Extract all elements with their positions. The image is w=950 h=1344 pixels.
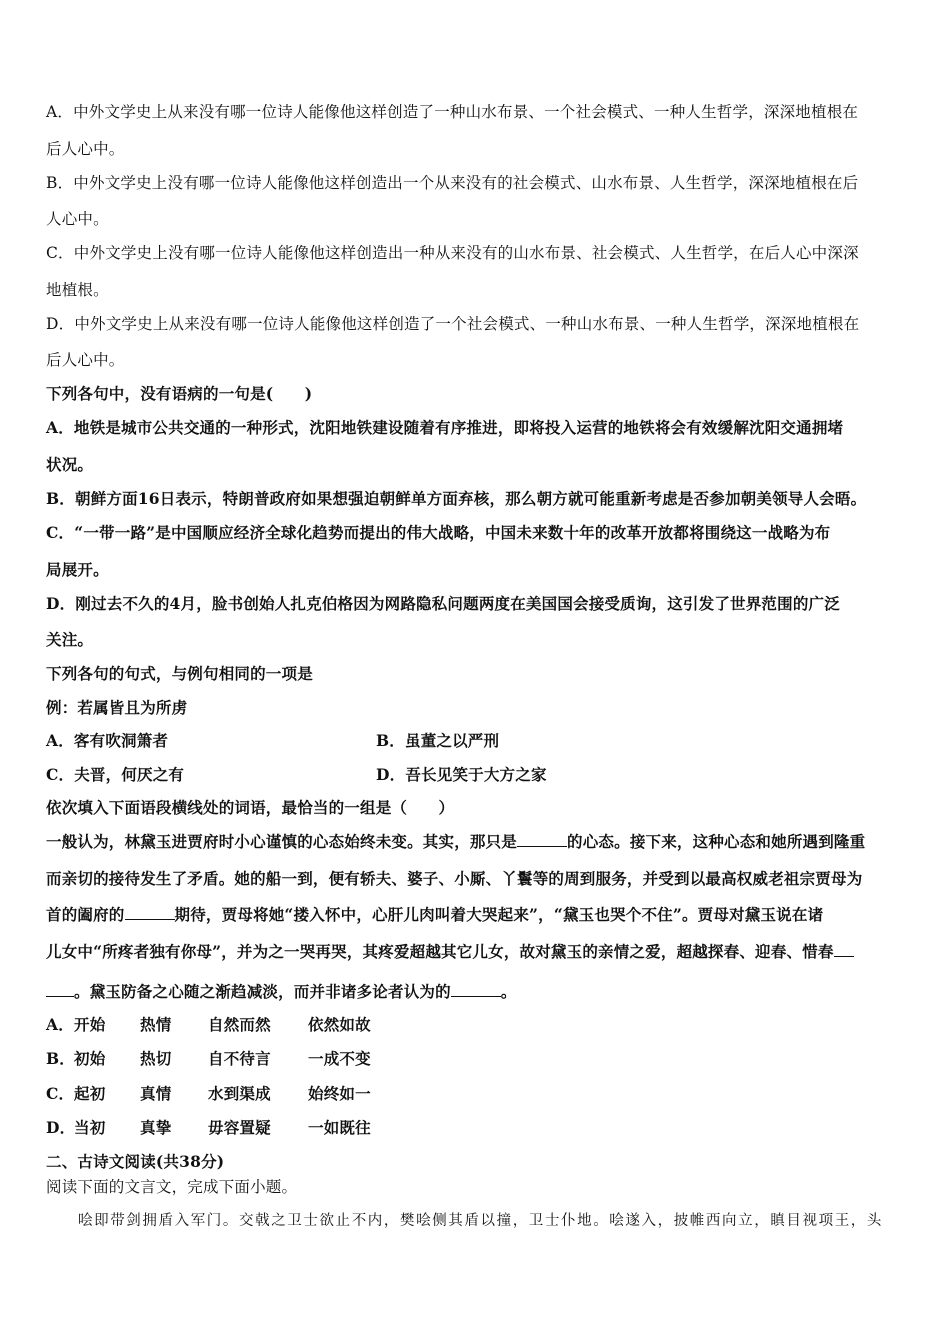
q3-option-a: A．客有吹洞箫者 <box>46 731 169 750</box>
q3-option-b: B．虽董之以严刑 <box>376 731 500 750</box>
option-word: 开始 <box>74 1015 106 1034</box>
section-instruction: 阅读下面的文言文，完成下面小题。 <box>46 1178 298 1196</box>
q2-option-d-line1: D．刚过去不久的4月，脸书创始人扎克伯格因为网路隐私问题两度在美国国会接受质询，这引发了世界范围的广泛 <box>46 594 840 613</box>
q4-passage-line1 <box>46 832 908 852</box>
option-label: D． <box>46 1118 76 1137</box>
q2-option-c-line2: 局展开。 <box>46 560 109 579</box>
q3-options-row1 <box>46 731 908 751</box>
fill-blank-2 <box>125 905 175 920</box>
q4-option-a <box>46 1015 908 1035</box>
q1-option-c-line1: C．中外文学史上没有哪一位诗人能像他这样创造出一种从来没有的山水布景、社会模式、人生哲学，在后人心中深深 <box>46 244 859 262</box>
q2-stem: 下列各句中，没有语病的一句是( ) <box>46 384 313 403</box>
q2-option-d-line2: 关注。 <box>46 630 94 649</box>
q1-option-b-line2: 人心中。 <box>46 210 109 228</box>
q2-option-a-line1: A．地铁是城市公共交通的一种形式，沈阳地铁建设随着有序推进，即将投入运营的地铁将会有效缓解沈阳交通拥堵 <box>46 418 844 437</box>
q1-option-b-line1: B．中外文学史上没有哪一位诗人能像他这样创造出一个从来没有的社会模式、山水布景、人生哲学，深深地植根在后 <box>46 174 859 192</box>
q4-passage-line3 <box>46 905 908 925</box>
option-word: 当初 <box>74 1118 106 1137</box>
option-word: 热切 <box>140 1049 172 1068</box>
q3-option-c: C．夫晋，何厌之有 <box>46 765 185 784</box>
q1-option-a-line2: 后人心中。 <box>46 140 125 158</box>
option-word: 依然如故 <box>308 1015 371 1034</box>
option-word: 始终如一 <box>308 1084 371 1103</box>
q4-text: 。 <box>500 982 517 1001</box>
q4-text: 。黛玉防备之心随之渐趋减淡，而并非诸多论者认为的 <box>74 982 451 1001</box>
option-word: 真情 <box>140 1084 172 1103</box>
q4-passage-line4 <box>46 942 908 962</box>
fill-blank-3b <box>46 982 74 997</box>
option-word: 起初 <box>74 1084 106 1103</box>
option-word: 真挚 <box>140 1118 172 1137</box>
q4-stem: 依次填入下面语段横线处的词语，最恰当的一组是（ ） <box>46 798 455 817</box>
option-word: 初始 <box>74 1049 106 1068</box>
fill-blank-3a <box>834 942 854 957</box>
option-label: A． <box>46 1015 74 1034</box>
q4-option-b <box>46 1049 908 1069</box>
option-word: 一如既往 <box>308 1118 371 1137</box>
q2-option-b-line1: B．朝鲜方面16日表示，特朗普政府如果想强迫朝鲜单方面弃核，那么朝方就可能重新考虑是否参加朝美领导人会晤。 <box>46 489 867 508</box>
option-word: 水到渠成 <box>208 1084 271 1103</box>
section-heading: 二、古诗文阅读(共38分) <box>46 1152 225 1171</box>
q2-option-a-line2: 状况。 <box>46 455 94 474</box>
q4-passage-line5 <box>46 982 908 1002</box>
q4-text: 首的阖府的 <box>46 905 125 924</box>
q2-option-c-line1: C．“一带一路”是中国顺应经济全球化趋势而提出的伟大战略，中国未来数十年的改革开放都将围绕这一战略为布 <box>46 523 831 542</box>
q1-option-d-line1: D．中外文学史上从来没有哪一位诗人能像他这样创造了一个社会模式、一种山水布景、一种人生哲学，深深地植根在 <box>46 315 860 333</box>
option-word: 热情 <box>140 1015 172 1034</box>
q4-text: 的心态。接下来，这种心态和她所遇到隆重 <box>567 832 866 851</box>
q1-option-a-line1: A．中外文学史上从来没有哪一位诗人能像他这样创造了一种山水布景、一个社会模式、一种人生哲学，深深地植根在 <box>46 103 859 121</box>
q4-text: 一般认为，林黛玉进贾府时小心谨慎的心态始终未变。其实，那只是 <box>46 832 518 851</box>
q1-option-d-line2: 后人心中。 <box>46 351 125 369</box>
option-word: 自不待言 <box>208 1049 271 1068</box>
q1-option-c-line2: 地植根。 <box>46 281 109 299</box>
q4-text: 期待，贾母将她“搂入怀中，心肝儿肉叫着大哭起来”，“黛玉也哭个不住”。贾母对黛玉说在诸 <box>174 905 824 924</box>
q3-option-d: D．吾长见笑于大方之家 <box>376 765 547 784</box>
q4-passage-line2: 而亲切的接待发生了矛盾。她的船一到，便有轿夫、婆子、小厮、丫鬟等的周到服务，并受到以最高权威老祖宗贾母为 <box>46 869 863 888</box>
option-word: 自然而然 <box>208 1015 271 1034</box>
fill-blank-1 <box>517 832 567 847</box>
q3-stem: 下列各句的句式，与例句相同的一项是 <box>46 664 313 683</box>
q3-options-row2 <box>46 765 908 785</box>
q3-example: 例：若属皆且为所虏 <box>46 698 188 717</box>
fill-blank-4 <box>451 982 501 997</box>
option-label: B． <box>46 1049 76 1068</box>
q4-option-d <box>46 1118 908 1138</box>
option-word: 毋容置疑 <box>208 1118 271 1137</box>
classical-passage-line1: 哙即带剑拥盾入军门。交戟之卫士欲止不内，樊哙侧其盾以撞，卫士仆地。哙遂入，披帷西向立，瞋目视项王，头 <box>78 1213 883 1229</box>
q4-option-c <box>46 1084 908 1104</box>
q4-text: 儿女中“所疼者独有你母”，并为之一哭再哭，其疼爱超越其它儿女，故对黛玉的亲情之爱，超越探春、迎春、惜春 <box>46 942 834 961</box>
option-word: 一成不变 <box>308 1049 371 1068</box>
option-label: C． <box>46 1084 75 1103</box>
